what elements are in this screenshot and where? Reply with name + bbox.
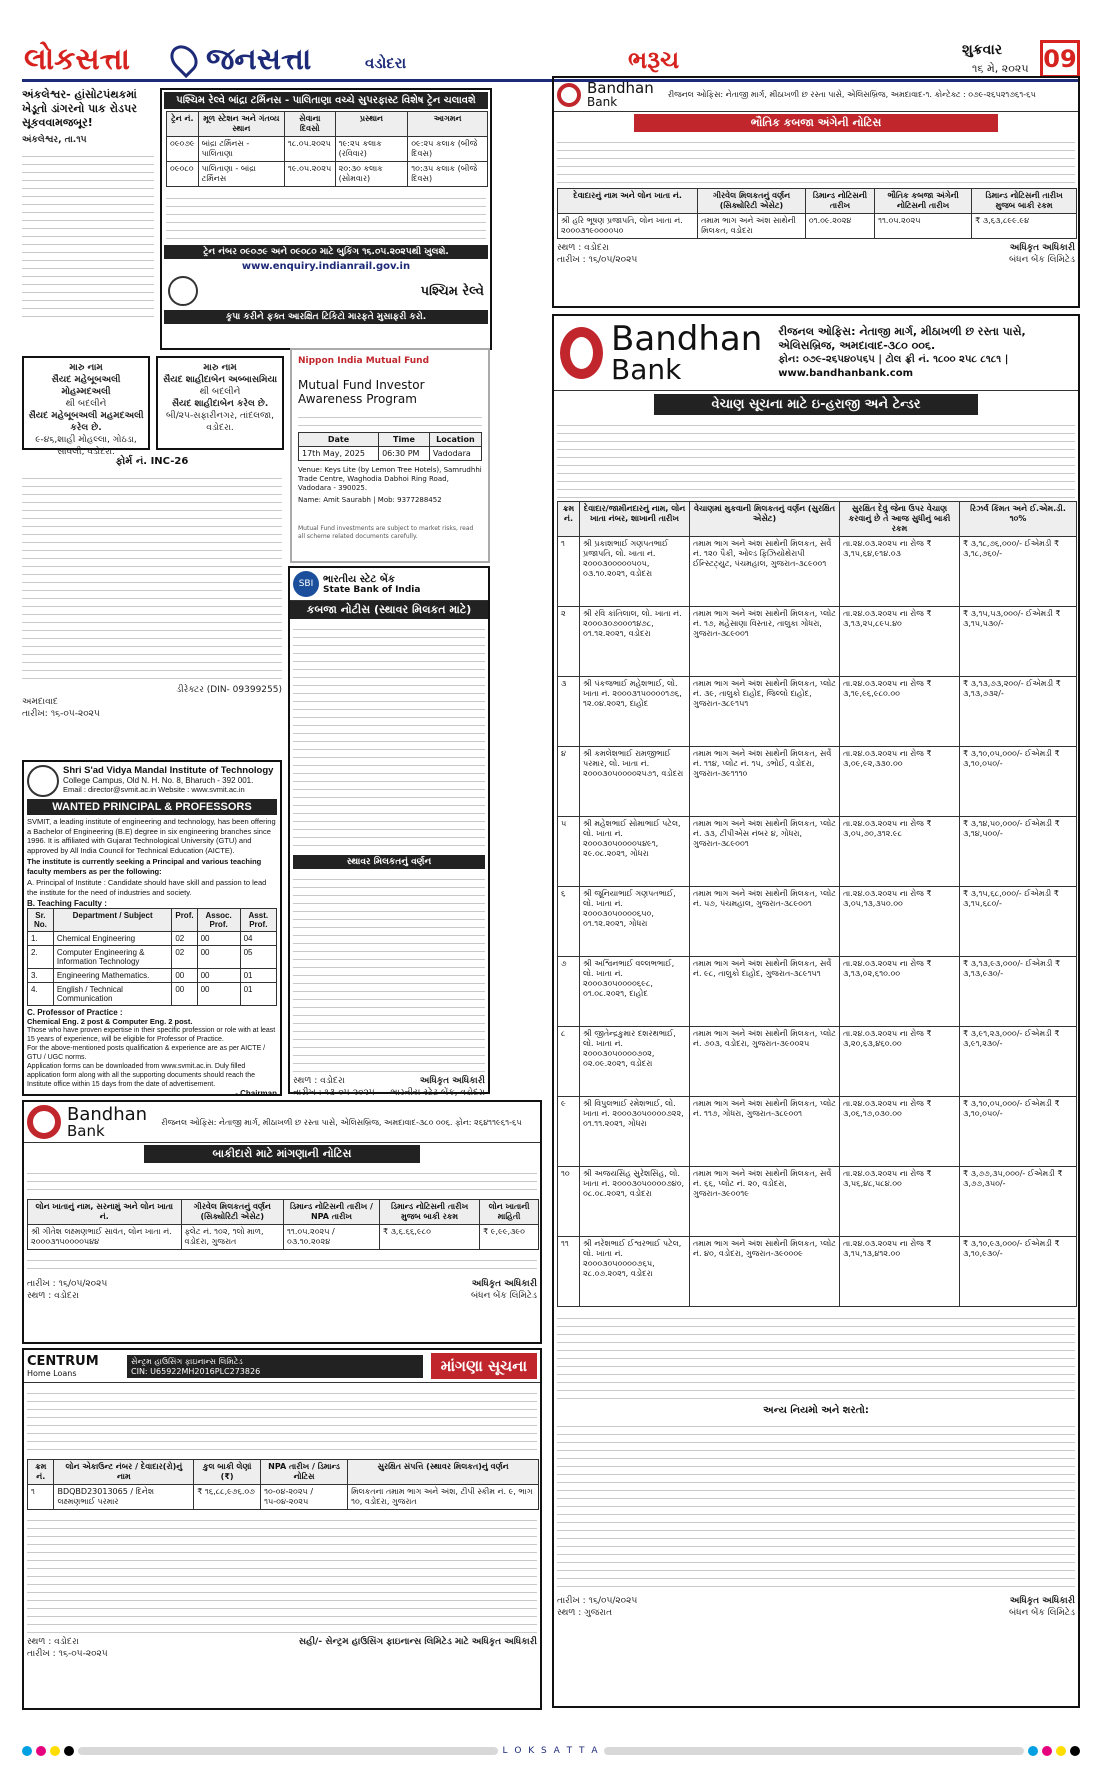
cell: ક્રમ નં.	[28, 1460, 54, 1485]
cell: તા.૨૪.૦૩.૨૦૨૫ ના રોજ ₹ ૩,૦૬,૧૭,૦૩૦.૦૦	[840, 1097, 960, 1167]
yellow-dot-icon	[1056, 1746, 1066, 1756]
bandhan-bottom-brand2: Bank	[67, 1121, 105, 1140]
cell: ૭	[558, 957, 580, 1027]
sbi-notice	[288, 566, 490, 1098]
cell: ક્રમ નં.	[558, 502, 580, 537]
svmit-ad	[22, 760, 282, 1096]
cell: 00	[197, 946, 240, 969]
cell: ₹ ૩,૧૩,૭૩,૨૦૦/- ઈએમડી ₹ ૩,૧૩,૭૩૨/-	[960, 677, 1077, 747]
bandhan-main-schedule	[557, 1311, 1075, 1401]
cell: ₹ ૩,૧૩,૯૩,૦૦૦/- ઈએમડી ₹ ૩,૧૩,૯૩૦/-	[960, 957, 1077, 1027]
cell: 1.	[28, 932, 54, 946]
cell: 2.	[28, 946, 54, 969]
cyan-dot-icon	[1028, 1746, 1038, 1756]
table-row	[28, 1225, 539, 1250]
cell: તા.૨૪.૦૩.૨૦૨૫ ના રોજ ₹ ૩,૨૦,૬૩,૪૬૦.૦૦	[840, 1027, 960, 1097]
bandhan-bottom-officer: અધિકૃત અધિકારી	[471, 1279, 537, 1289]
table-row	[558, 1027, 1077, 1097]
railway-stops	[166, 191, 486, 241]
nc-line: થી બદલીને	[65, 399, 107, 409]
nc-line: મારુ નામ	[69, 363, 103, 373]
table-row	[558, 537, 1077, 607]
footer-letters: L O K S A T T A	[502, 1746, 600, 1756]
table-row	[558, 747, 1077, 817]
cell: 00	[197, 969, 240, 983]
day-label: શુક્રવાર	[962, 42, 1003, 58]
news-body	[22, 149, 154, 319]
cell: ૧૯:૨૫ કલાક (રવિવાર)	[335, 137, 408, 162]
cell: ૫	[558, 817, 580, 887]
bandhan-bottom-place: સ્થળ : વડોદરા	[27, 1291, 79, 1301]
centrum-intro	[27, 1386, 537, 1456]
centrum-brand-sub: Home Loans	[27, 1369, 77, 1378]
cell: તમામ ભાગ અને અંશ સાથેની મિલકત, પ્લોટ નં. ૫૭, પંચમહાલ, ગુજરાત-૩૮૯૦૦૧	[690, 887, 840, 957]
cell: તમામ ભાગ અને અંશ સાથેની મિલકત, પ્લોટ નં. ૧૧૭, ગોધરા, ગુજરાત-૩૮૯૦૦૧	[690, 1097, 840, 1167]
magenta-dot-icon	[1042, 1746, 1052, 1756]
cell: લોન એકાઉન્ટ નંબર / દેવાદાર(રો)નું નામ	[54, 1460, 194, 1485]
nc-line: થી બદલીને	[199, 387, 241, 397]
nc-line: મારુ નામ	[203, 363, 237, 373]
cell: કુલ બાકી લેણાં (₹)	[194, 1460, 261, 1485]
railway-ad	[160, 88, 492, 350]
sbi-branch: ભારતીય સ્ટેટ બેંક, વડોદરા	[390, 1088, 485, 1098]
bandhan-main-office: રીજનલ ઓફિસ: નેતાજી માર્ગ, મીઠાખળી છ રસ્તા પાસે, એલિસબ્રિજ, અમદાવાદ-૩૮૦ ૦૦૬.	[778, 325, 1026, 352]
cell: Time	[379, 433, 430, 447]
cell: ૧૦:૩૫ કલાક (બીજે દિવસ)	[408, 162, 488, 187]
bandhan-possession-notice	[552, 76, 1080, 308]
cell: શ્રી પ્રકાશભાઈ ગણપતભાઈ પ્રજાપતિ, લો. ખાતા નં. ૨૦૦૦૩૦૦૦૦૦૫૦૫, ૦૩.૧૦.૨૦૨૧, વડોદરા	[580, 537, 690, 607]
railway-th: સેવાના દિવસો	[284, 112, 335, 137]
svmit-logo-icon	[27, 765, 59, 797]
cell: Engineering Mathematics.	[53, 969, 172, 983]
centrum-demand-notice	[22, 1348, 542, 1710]
svmit-seeking: The institute is currently seeking a Principal and various teaching faculty members as per the following:	[27, 857, 262, 876]
railway-brand: પશ્ચિમ રેલ્વે	[420, 283, 484, 299]
table-row	[558, 817, 1077, 887]
bandhan-main-title: વેચાણ સૂચના માટે ઇ-હરાજી અને ટેન્ડર	[654, 394, 978, 415]
black-dot-icon	[1070, 1746, 1080, 1756]
cell: ૦૯:૨૫ કલાક (બીજે દિવસ)	[408, 137, 488, 162]
cell: દેવાદારનું નામ અને લોન ખાતા નં.	[558, 189, 698, 214]
table-row	[28, 932, 277, 946]
cell: ૮	[558, 1027, 580, 1097]
svmit-signoff: - Chairman	[235, 1089, 277, 1098]
form-title: ફોર્મ નં. INC-26	[115, 456, 189, 467]
nc-line: સૈયદ મહેબૂબઅલી મહમદઅલી કરેલ છે.	[28, 411, 144, 433]
cell: 00	[172, 983, 197, 1006]
cell: તમામ ભાગ અને અંશ સાથેની મિલકત, સર્વે નં. ૯૮, તાલુકો દાહોદ, ગુજરાત-૩૮૯૧૫૧	[690, 957, 840, 1027]
bandhan-possession-table	[557, 188, 1077, 239]
sbi-name-guj: ભારતીય સ્ટેટ બેંક	[323, 573, 395, 585]
name-change-right	[156, 356, 284, 450]
cell: ₹ ૩,૧૦,૯૩,૦૦૦/- ઈએમડી ₹ ૩,૧૦,૯૩૦/-	[960, 1237, 1077, 1307]
cell: તા.૨૪.૦૩.૨૦૨૫ ના રોજ ₹ ૩,૦૫,૭૦,૩૧૨.૯૮	[840, 817, 960, 887]
cell: શ્રી અશ્વિનભાઈ વલ્લભભાઈ, લો. ખાતા નં. ૨૦૦૦૩૦૫૦૦૦૦૬૯૮, ૦૧.૦૮.૨૦૨૧, દાહોદ	[580, 957, 690, 1027]
cell: Date	[299, 433, 379, 447]
jansatta-logo: જનસત્તા	[206, 42, 312, 77]
bandhan-notice-title: ભૌતિક કબજા અંગેની નોટિસ	[634, 114, 998, 132]
cell: તમામ ભાગ અને અંશ સાથેની મિલકત, સર્વે નં. ૧૨૦ પૈકી, ઓલ્ડ ફિઝિયોથેરાપી ઈન્સ્ટિટ્યુટ, પંચમહાલ, ગુજરાત-૩૮૯૦૦૧	[690, 537, 840, 607]
bandhan-bottom-office: રીજનલ ઓફિસ: નેતાજી માર્ગ, મીઠાખળી છ રસ્તા પાસે, એલિસબ્રિજ, અમદાવાદ-૩૮૦ ૦૦૬. ફોન: ૨૬૪૧૧૯૬૧-૬૫	[161, 1117, 522, 1127]
cell: ૧૧.૦૫.૨૦૨૫ / ૦૩.૧૦.૨૦૨૪	[284, 1225, 380, 1250]
cell: સુરક્ષિત સંપત્તિ (સ્થાવર મિલકત)નું વર્ણન	[348, 1460, 539, 1485]
cell: BDQBD23013065 / દિનેશ લક્ષ્મણભાઈ પરમાર	[54, 1485, 194, 1510]
bandhan-bottom-body	[27, 1253, 537, 1275]
centrum-company: સેન્ટ્રમ હાઉસિંગ ફાઇનાન્સ લિમિટેડ	[131, 1356, 243, 1366]
cyan-dot-icon	[22, 1746, 32, 1756]
cell: English / Technical Communication	[53, 983, 172, 1006]
cell: 00	[197, 932, 240, 946]
cell: ₹ ૯,૯૯,૩૯૦	[480, 1225, 539, 1250]
cell: 4.	[28, 983, 54, 1006]
cell: 04	[240, 932, 276, 946]
bandhan-office: રીજનલ ઓફિસ: નેતાજી માર્ગ, મીઠાખળી છ રસ્તા પાસે, એલિસબ્રિજ, અમદાવાદ-૧. કોન્ટેક્ટ : ૦૭૯-૨૬૫૨૧૭૬૧-૬૫	[667, 89, 1036, 99]
cell: બાંદ્રા ટર્મિનસ - પાલિતાણા	[198, 137, 284, 162]
cell: 00	[197, 983, 240, 1006]
cell: તા.૨૪.૦૩.૨૦૨૫ ના રોજ ₹ ૩,૧૩,૨૫,૮૯૫.૪૦	[840, 607, 960, 677]
svmit-practice-note: Those who have proven expertise in their specific profession or role with at least 15 years of experience, will be eligible for Professor of Practice.	[27, 1027, 276, 1043]
cell: 3.	[28, 969, 54, 983]
cell: ગીરવેલ મિલકતનું વર્ણન (સિક્યોરિટી એસેટ)	[181, 1200, 284, 1225]
cell: તમામ ભાગ અને અંશ સાથેની મિલકત, પ્લોટ નં. ૩૩, ટીપીએસ નંબર ૪, ગોધરા, ગુજરાત-૩૮૯૦૦૧	[690, 817, 840, 887]
nippon-contact: Name: Amit Saurabh | Mob: 9377288452	[298, 496, 442, 504]
svmit-intro: SVMIT, a leading institute of engineering and technology, has been offering a Bachelor of Engineering (B.E) degree in six engineering branches since 1996. It is affiliated with Gujarat Technological University (GTU) and approved by All India Council for Technical Education (AICTE).	[27, 817, 276, 855]
centrum-place: સ્થળ : વડોદરા	[27, 1637, 79, 1647]
svmit-headline: WANTED PRINCIPAL & PROFESSORS	[27, 799, 277, 815]
cell: શ્રી મહેશભાઈ સોમાભાઈ પટેલ, લો. ખાતા નં. ૨૦૦૦૩૦૫૦૦૦૦૫૪૯૧, ૨૯.૦૮.૨૦૨૧, ગોધરા	[580, 817, 690, 887]
cell: ૦૯૦૮૦	[167, 162, 199, 187]
map-pin-icon	[165, 40, 203, 78]
form-date: તારીખ: ૧૬-૦૫-૨૦૨૫	[22, 709, 100, 719]
news-article	[22, 88, 154, 350]
cell: ૯	[558, 1097, 580, 1167]
table-row	[558, 1167, 1077, 1237]
table-row	[558, 887, 1077, 957]
cell: તા.૨૪.૦૩.૨૦૨૫ ના રોજ ₹ ૩,૧૫,૬૪,૯૧૪.૦૩	[840, 537, 960, 607]
railway-th: પ્રસ્થાન	[335, 112, 408, 137]
cell: ૧૦-૦૪-૨૦૨૫ / ૧૫-૦૪-૨૦૨૫	[261, 1485, 348, 1510]
table-row	[28, 983, 277, 1006]
cell: ૧	[28, 1485, 54, 1510]
yellow-dot-icon	[50, 1746, 60, 1756]
sbi-title: કબજા નોટીસ	[306, 603, 371, 616]
cell: શ્રી જીતેન્દ્રકુમાર દશરથભાઈ, લો. ખાતા નં. ૨૦૦૦૩૦૫૦૦૦૦૭૦૨, ૦૨.૦૯.૨૦૨૧, વડોદરા	[580, 1027, 690, 1097]
bandhan-notice-body	[557, 135, 1075, 185]
cell: ₹ ૩,૭૭,૩૫,૦૦૦/- ઈએમડી ₹ ૩,૭૭,૩૫૦/-	[960, 1167, 1077, 1237]
nc-line: સૈયદ શાહીદાબેન કરેલ છે.	[171, 399, 269, 409]
railway-th: આગમન	[408, 112, 488, 137]
bandhan-main-sign: બંધન બેંક લિમિટેડ	[1008, 1608, 1075, 1618]
cell: પાલિતાણા - બાંદ્રા ટર્મિનસ	[198, 162, 284, 187]
news-headline: અંકલેશ્વર- હાંસોટપંથકમાં ખેડૂતો ડાંગરનો પાક રોડપર સૂકવવામજબૂર!	[22, 88, 137, 129]
form-inc26	[22, 456, 282, 756]
cell: 02	[172, 946, 197, 969]
cell: ₹ ૩,૯૧,૨૩,૦૦૦/- ઈએમડી ₹ ૩,૯૧,૨૩૦/-	[960, 1027, 1077, 1097]
centrum-body	[27, 1513, 537, 1633]
cell: તમામ ભાગ અને અંશ સાથેની મિલકત, પ્લોટ નં. ૧૭, મહેસાણા વિસ્તાર, તાલુકા ગોધરા, ગુજરાત-૩૮૯૦૦૧	[690, 607, 840, 677]
table-row	[558, 214, 1077, 239]
cell: NPA તારીખ / ડિમાન્ડ નોટિસ	[261, 1460, 348, 1485]
table-row	[167, 162, 488, 187]
cell: ₹ ૩,૧૪,૫૦,૦૦૦/- ઈએમડી ₹ ૩,૧૪,૫૦૦/-	[960, 817, 1077, 887]
centrum-title: માંગણા સૂચના	[431, 1353, 537, 1379]
cell: શ્રી અજયસિંહ સુરેશસિંહ, લો. ખાતા નં. ૨૦૦૦૩૦૫૦૦૦૦૭૪૦, ૦૮.૦૮.૨૦૨૧, વડોદરા	[580, 1167, 690, 1237]
railway-notice: ટ્રેન નંબર ૦૯૦૭૯ અને ૦૯૦૮૦ માટે બુકિંગ ૧૬.૦૫.૨૦૨૫થી ખુલશે.	[164, 245, 488, 259]
svmit-org: Shri S'ad Vidya Mandal Institute of Technology	[63, 765, 274, 776]
bandhan-brand2: Bank	[587, 95, 618, 109]
cell: શ્રી પંકજભાઈ મહેશભાઈ, લો. ખાતા નં. ૨૦૦૦૩૧૫૦૦૦૦૧૭૬, ૧૨.૦૪.૨૦૨૧, દાહોદ	[580, 677, 690, 747]
cell: તા.૨૪.૦૩.૨૦૨૫ ના રોજ ₹ ૩,૧૯,૯૬,૯૮૦.૦૦	[840, 677, 960, 747]
bandhan-logo-icon	[557, 83, 581, 107]
cell: શ્રી નરેશભાઈ ઈશ્વરભાઈ પટેલ, લો. ખાતા નં. ૨૦૦૦૩૦૫૦૦૦૦૭૬૫, ૨૮.૦૭.૨૦૨૧, વડોદરા	[580, 1237, 690, 1307]
page-number: 09	[1040, 40, 1080, 78]
cell: ₹ ૩,૧૦,૦૫,૦૦૦/- ઈએમડી ₹ ૩,૧૦,૦૫૦/-	[960, 747, 1077, 817]
bandhan-demand-notice	[22, 1100, 542, 1344]
cell: ફ્લેટ નં. ૧૦૨, ૧લો માળ, વડોદરા, ગુજરાત	[181, 1225, 284, 1250]
nippon-table	[298, 432, 482, 461]
cell: Department / Subject	[53, 909, 172, 932]
cell: સુરક્ષિત દેવું જેના ઉપર વેચાણ કરવાનું છે તે આજ સુધીનું બાકી રકમ	[840, 502, 960, 537]
bandhan-bottom-title: બાકીદારો માટે માંગણાની નોટિસ	[144, 1145, 420, 1163]
cell: ૧૦	[558, 1167, 580, 1237]
nc-line: સૈયદ શાહીદાબેન અબ્બાસમિયા	[162, 375, 278, 385]
cell: તા.૨૪.૦૩.૨૦૨૫ ના રોજ ₹ ૩,૫૬,૪૮,૫૮૪.૦૦	[840, 1167, 960, 1237]
cell: તા.૨૪.૦૩.૨૦૨૫ ના રોજ ₹ ૩,૦૯,૯૨,૩૩૦.૦૦	[840, 747, 960, 817]
bandhan-bottom-date: તારીખ : ૧૬/૦૫/૨૦૨૫	[27, 1279, 108, 1289]
cell: Assoc. Prof.	[197, 909, 240, 932]
cell: તમામ ભાગ અને અંશ સાથેની મિલકત, સર્વે નં. ૬૬, પ્લોટ નં. ૨૦, વડોદરા, ગુજરાત-૩૯૦૦૧૯	[690, 1167, 840, 1237]
cell: લોન ખાતાનું નામ, સરનામું અને લોન ખાતા નં.	[28, 1200, 182, 1225]
railway-website[interactable]: www.enquiry.indianrail.gov.in	[241, 261, 411, 272]
cell: ૦૯૦૭૯	[167, 137, 199, 162]
cell: Sr. No.	[28, 909, 54, 932]
svmit-table	[27, 908, 277, 1006]
svmit-apply: Application forms can be downloaded from www.svmit.ac.in. Duly filled application form along with all the supporting documents should reach the Institute office within 15 days from the date of advertisement.	[27, 1063, 256, 1088]
cell: લોન ખાતાની માહિતી	[480, 1200, 539, 1225]
centrum-brand: CENTRUM	[27, 1354, 99, 1369]
name-change-left	[22, 356, 150, 457]
bandhan-bottom-brand: Bandhan	[67, 1103, 148, 1125]
cell: ડિમાન્ડ નોટિસની તારીખ મુજબ બાકી રકમ	[379, 1200, 479, 1225]
cell: ૦૧.૦૯.૨૦૨૪	[805, 214, 874, 239]
cell: શ્રી કમલેશભાઈ રામજીભાઈ પરમાર, લો. ખાતા નં. ૨૦૦૦૩૦૫૦૦૦૦૨૫૭૧, વડોદરા	[580, 747, 690, 817]
nippon-ad	[290, 348, 490, 563]
bandhan-logo-icon	[560, 327, 603, 379]
table-row	[558, 677, 1077, 747]
cell: Chemical Engineering	[53, 932, 172, 946]
bandhan-main-place: સ્થળ : ગુજરાત	[557, 1608, 613, 1618]
table-row	[28, 969, 277, 983]
table-row	[28, 946, 277, 969]
nippon-venue: Venue: Keys Lite (by Lemon Tree Hotels), Samrudhhi Trade Centre, Waghodia Dabhoi Ring Road, Vadodara - 390025.	[298, 466, 482, 492]
railway-th: ટ્રેન નં.	[167, 112, 199, 137]
nippon-intro	[298, 410, 482, 428]
railway-footer: કૃપા કરીને ફક્ત આરક્ષિત ટિકિટો મારફતે મુસાફરી કરો.	[164, 310, 488, 324]
cell: Computer Engineering & Information Technology	[53, 946, 172, 969]
cell: ₹ ૧૬,૮૮,૯૭૬.૦૭	[194, 1485, 261, 1510]
cell: ₹ ૩,૧૮,૭૬,૦૦૦/- ઈએમડી ₹ ૩,૧૮,૭૬૦/-	[960, 537, 1077, 607]
centrum-cin: CIN: U65922MH2016PLC273826	[131, 1366, 261, 1376]
cell: ડિમાન્ડ નોટિસની તારીખ / NPA તારીખ	[284, 1200, 380, 1225]
cell: ₹ ૩,૬.૬૬,૯૮૦	[379, 1225, 479, 1250]
cell: તમામ ભાગ અને અંશ સાથેની મિલકત, પ્લોટ નં. ૪૦, વડોદરા, ગુજરાત-૩૯૦૦૦૯	[690, 1237, 840, 1307]
bandhan-auction-table	[557, 501, 1077, 1307]
bandhan-brand: Bandhan	[587, 79, 654, 97]
cell: ૪	[558, 747, 580, 817]
bandhan-bottom-sign: બંધન બેંક લિમિટેડ	[470, 1291, 537, 1301]
table-row	[167, 137, 488, 162]
cell: ₹ ૩,૧૫,૫૩,૦૦૦/- ઈએમડી ₹ ૩,૧૫,૫૩૦/-	[960, 607, 1077, 677]
bandhan-top-officer: અધિકૃત અધિકારી	[1009, 243, 1075, 253]
nippon-brand: Nippon India Mutual Fund	[298, 356, 430, 366]
sbi-schedule-title: સ્થાવર મિલકતનું વર્ણન	[293, 855, 485, 869]
cell: 06:30 PM	[379, 447, 430, 461]
cell: શ્રી રવિ કાંતિલાલ, લો. ખાતા નં. ૨૦૦૦૩૦૭૦૦૦૧૪૭૮, ૦૧.૧૨.૨૦૨૧, વડોદરા	[580, 607, 690, 677]
svmit-contact: Email : director@svmit.ac.in Website : www.svmit.ac.in	[63, 785, 245, 794]
magenta-dot-icon	[36, 1746, 46, 1756]
railway-th: મૂળ સ્ટેશન અને ગંતવ્ય સ્થાન	[198, 112, 284, 137]
cell: શ્રી વિપુલભાઈ રમેશભાઈ, લો. ખાતા નં. ૨૦૦૦૩૦૫૦૦૦૦૭૨૨, ૦૧.૧૧.૨૦૨૧, ગોધરા	[580, 1097, 690, 1167]
cell: 02	[172, 932, 197, 946]
cell: તમામ ભાગ અને અંશ સાથેની મિલકત, પ્લોટ નં. ૭૦૩, વડોદરા, ગુજરાત-૩૯૦૦૨૫	[690, 1027, 840, 1097]
news-dateline: અંકલેશ્વર, તા.૧૫	[22, 135, 87, 145]
cell: ૧૯.૦૫.૨૦૨૫	[284, 162, 335, 187]
form-body	[22, 471, 282, 681]
form-sign: ડીરેક્ટર (DIN- 09399255)	[176, 685, 282, 695]
cell: 01	[240, 969, 276, 983]
cell: ૩	[558, 677, 580, 747]
cell: દેવાદાર/જામીનદારનું નામ, લોન ખાતા નંબર, શાખાની તારીખ	[580, 502, 690, 537]
table-row	[558, 1097, 1077, 1167]
cell: ભૌતિક કબજા અંગેની નોટિસની તારીખ	[875, 189, 972, 214]
cell: 05	[240, 946, 276, 969]
cell: વેચાણમાં મુકવાની મિલકતનું વર્ણન (સુરક્ષિત એસેટ)	[690, 502, 840, 537]
loksatta-logo: લોકસત્તા	[24, 42, 130, 77]
railway-logo-icon	[168, 276, 198, 306]
centrum-table	[27, 1459, 539, 1510]
sbi-name-en: State Bank of India	[323, 584, 421, 595]
form-place: અમદાવાદ	[22, 697, 58, 707]
svmit-norms: For the above-mentioned posts qualification & experience are as per AICTE / GTU / UGC norms.	[27, 1045, 266, 1061]
cell: ૨૦:૩૦ કલાક (સોમવાર)	[335, 162, 408, 187]
bandhan-top-place: સ્થળ : વડોદરા	[557, 243, 609, 253]
cell: શ્રી ગીતેશ લક્ષ્મણભાઈ સાવંત, લોન ખાતા નં. ૨૦૦૦૩૧૫૦૦૦૦૫૪૪	[28, 1225, 182, 1250]
bandhan-terms-title: અન્ય નિયમો અને શરતો:	[763, 1405, 869, 1416]
nippon-title: Mutual Fund Investor Awareness Program	[298, 378, 425, 406]
cell: ₹ ૩,૧૦,૦૫,૦૦૦/- ઈએમડી ₹ ૩,૧૦,૦૫૦/-	[960, 1097, 1077, 1167]
table-row	[558, 957, 1077, 1027]
cell: ₹ ૩,૬૩,૮૯૯.૯૪	[972, 214, 1077, 239]
bandhan-logo-icon	[27, 1105, 61, 1139]
bandhan-auction-notice	[552, 314, 1080, 1708]
nc-address: બી/૨૫-સફારીનગર, તાંદલજા, વડોદરા.	[165, 411, 275, 433]
table-row	[558, 1237, 1077, 1307]
railway-table	[166, 111, 488, 187]
bandhan-bottom-intro	[27, 1166, 537, 1196]
svmit-section-a: A. Principal of Institute : Candidate should have skill and passion to lead the institute for the need of industries and society.	[27, 878, 267, 897]
centrum-sign: સહી/- સેન્ટ્રમ હાઉસિંગ ફાઇનાન્સ લિમિટેડ માટે અધિકૃત અધિકારી	[298, 1637, 537, 1647]
sbi-schedule-body	[293, 872, 485, 1072]
cell: ડિમાન્ડ નોટિસની તારીખ	[805, 189, 874, 214]
cell: 00	[172, 969, 197, 983]
bandhan-main-intro	[557, 418, 1075, 498]
cell: ૬	[558, 887, 580, 957]
date-label: ૧૬ મે, ૨૦૨૫	[972, 62, 1029, 75]
cell: Prof.	[172, 909, 197, 932]
cell: તા.૨૪.૦૩.૨૦૨૫ ના રોજ ₹ ૩,૧૫,૧૩,૪૧૨.૦૦	[840, 1237, 960, 1307]
cell: 01	[240, 983, 276, 1006]
cell: તમામ ભાગ અને અંશ સાથેની મિલકત, પ્લોટ નં. ૩૯, તાલુકો દાહોદ, જિલ્લો દાહોદ, ગુજરાત-૩૮૯૧૫૧	[690, 677, 840, 747]
svmit-section-c-text: Chemical Eng. 2 post & Computer Eng. 2 post.	[27, 1017, 193, 1026]
cell: 17th May, 2025	[299, 447, 379, 461]
svmit-address: College Campus, Old N. H. No. 8, Bharuch - 392 001.	[63, 776, 254, 785]
nc-line: સૈયદ મહેબૂબઅલી મોહમ્મદઅલી	[51, 375, 121, 397]
cell: તમામ ભાગ અને અંશ સાથેની મિલકત, વડોદરા	[698, 214, 806, 239]
section-label: ભરૂચ	[628, 46, 680, 74]
sbi-subtitle: (સ્થાવર મિલકત માટે)	[373, 603, 472, 616]
bandhan-main-officer: અધિકૃત અધિકારી	[1009, 1596, 1075, 1606]
cell: ૧	[558, 537, 580, 607]
edition-label: વડોદરા	[365, 54, 407, 72]
sbi-body	[293, 622, 485, 852]
cell: તમામ ભાગ અને અંશ સાથેની મિલકત, સર્વે નં. ૧૧૪, પ્લોટ નં. ૧૫, ડભોઈ, વડોદરા, ગુજરાત-૩૯૧૧૧૦	[690, 747, 840, 817]
sbi-logo-icon: SBI	[293, 571, 319, 597]
nippon-disclaimer: Mutual Fund investments are subject to market risks, read all scheme related documents carefully.	[298, 525, 474, 540]
bandhan-main-brand2: Bank	[611, 353, 682, 386]
bandhan-main-date: તારીખ : ૧૬/૦૫/૨૦૨૫	[557, 1596, 638, 1606]
bandhan-top-date: તારીખ : ૧૬/૦૫/૨૦૨૫	[557, 255, 638, 265]
bandhan-demand-table	[27, 1199, 539, 1250]
sbi-date: તારીખ : ૧૩-૦૫-૨૦૨૫	[293, 1088, 375, 1098]
cell: રિઝર્વ કિંમત અને ઈ.એમ.ડી. ૧૦%	[960, 502, 1077, 537]
cell: ગીરવેલ મિલકતનું વર્ણન (સિક્યોરિટી એસેટ)	[698, 189, 806, 214]
nc-address: ૯-૪૬,શાહી મોહલ્લા, ગોઠડા, સાવલી, વડોદરા.	[35, 435, 137, 457]
cell: ૧૧.૦૫.૨૦૨૫	[875, 214, 972, 239]
sbi-place: સ્થળ : વડોદરા	[293, 1076, 345, 1086]
centrum-date: તારીખ : ૧૬-૦૫-૨૦૨૫	[27, 1649, 108, 1659]
cell: શ્રી જૂનિયાભાઈ ગણપતભાઈ, લો. ખાતા નં. ૨૦૦૦૩૦૫૦૦૦૦૬૫૦, ૦૧.૧૨.૨૦૨૧, ગોધરા	[580, 887, 690, 957]
cell: Vadodara	[429, 447, 481, 461]
svmit-section-c: C. Professor of Practice :	[27, 1008, 123, 1017]
bandhan-terms-body	[557, 1419, 1075, 1589]
cell: શ્રી હરિ ભૂષણ પ્રજાપતિ, લોન ખાતા નં. ૨૦૦૦૩૧૯૦૦૦૦૫૦	[558, 214, 698, 239]
cell: તા.૨૪.૦૩.૨૦૨૫ ના રોજ ₹ ૩,૧૩,૦૨,૬૧૦.૦૦	[840, 957, 960, 1027]
cell: ડિમાન્ડ નોટિસની તારીખ મુજબ બાકી રકમ	[972, 189, 1077, 214]
cell: ૨	[558, 607, 580, 677]
svmit-section-b: B. Teaching Faculty :	[27, 899, 107, 908]
black-dot-icon	[64, 1746, 74, 1756]
cell: તા.૨૪.૦૩.૨૦૨૫ ના રોજ ₹ ૩,૦૫,૧૩,૩૫૦.૦૦	[840, 887, 960, 957]
cell: Asst. Prof.	[240, 909, 276, 932]
cell: મિલકતના તમામ ભાગ અને અંશ, ટીપી સ્કીમ નં. ૯, ભાગ ૧૦, વડોદરા, ગુજરાત	[348, 1485, 539, 1510]
table-row	[28, 1485, 539, 1510]
bandhan-main-brand: Bandhan	[611, 319, 763, 359]
cell: ૧૧	[558, 1237, 580, 1307]
bandhan-main-phone: ફોન: ૦૭૯-૨૬૫૪૦૫૬૫ | ટોલ ફ્રી નં. ૧૮૦૦ ૨૫૮ ૮૧૮૧ | www.bandhanbank.com	[778, 354, 1009, 379]
cell: Location	[429, 433, 481, 447]
bandhan-top-sign: બંધન બેંક લિમિટેડ	[1008, 255, 1075, 265]
sbi-officer: અધિકૃત અધિકારી	[419, 1076, 485, 1086]
railway-title: પશ્ચિમ રેલ્વે બાંદ્રા ટર્મિનસ - પાલિતાણા વચ્ચે સુપરફાસ્ટ વિશેષ ટ્રેન ચલાવશે	[164, 92, 488, 109]
table-row	[558, 607, 1077, 677]
cell: ૧૮.૦૫.૨૦૨૫	[284, 137, 335, 162]
cell: ₹ ૩,૧૫,૬૮,૦૦૦/- ઈએમડી ₹ ૩,૧૫,૬૮૦/-	[960, 887, 1077, 957]
footer-strip	[22, 1745, 1080, 1757]
